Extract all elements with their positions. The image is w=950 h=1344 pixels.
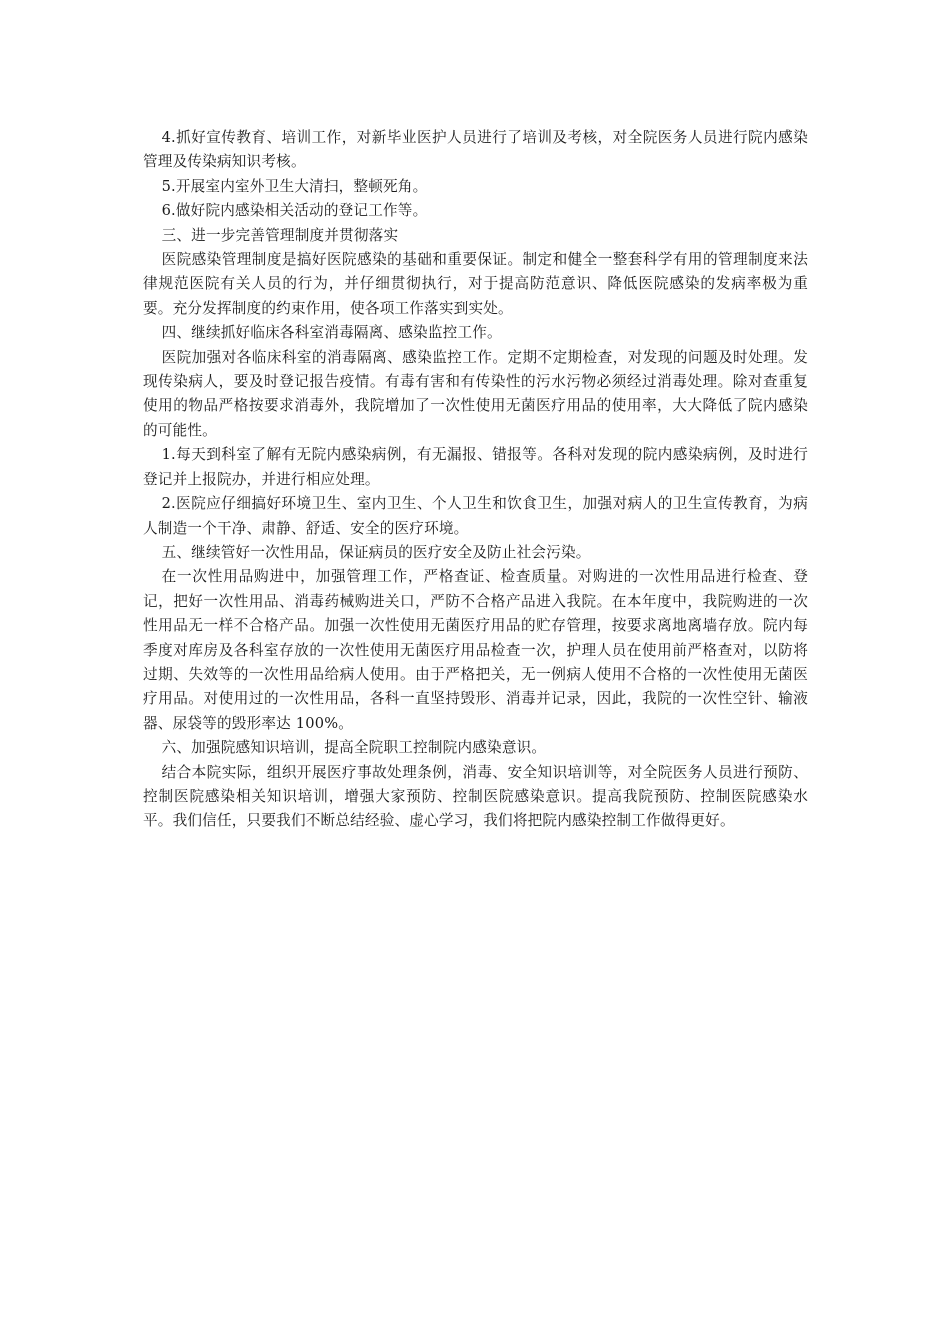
section-heading-4: 四、继续抓好临床各科室消毒隔离、感染监控工作。: [161, 324, 502, 342]
section-heading-5: 五、继续管好一次性用品，保证病员的医疗安全及防止社会污染。: [161, 543, 591, 561]
paragraph-item-5: 5.开展室内室外卫生大清扫，整顿死角。: [161, 177, 428, 195]
paragraph-section-4-item-1: 1.每天到科室了解有无院内感染病例，有无漏报、错报等。各科对发现的院内感染病例，及时进行登记并上报院办，并进行相应处理。: [143, 446, 808, 488]
document-body: [143, 126, 808, 834]
paragraph-section-4-item-2: 2.医院应仔细搞好环境卫生、室内卫生、个人卫生和饮食卫生，加强对病人的卫生宣传教育，为病人制造一个干净、肃静、舒适、安全的医疗环境。: [143, 495, 808, 537]
section-heading-6: 六、加强院感知识培训，提高全院职工控制院内感染意识。: [161, 739, 547, 757]
paragraph-section-5-body: 在一次性用品购进中，加强管理工作，严格查证、检查质量。对购进的一次性用品进行检查、登记，把好一次性用品、消毒药械购进关口，严防不合格产品进入我院。在本年度中，我院购进的一次性用品无一样不合格产品。加强一次性使用无菌医疗用品的贮存管理，按要求离地离墙存放。院内每季度对库房及各科室存放的一次性使用无菌医疗用品检查一次，护理人员在使用前严格查对，以防将过期、失效等的一次性用品给病人使用。由于严格把关，无一例病人使用不合格的一次性使用无菌医疗用品。对使用过的一次性用品，各科一直坚持毁形、消毒并记录，因此，我院的一次性空针、输液器、尿袋等的毁形率达 100%。: [143, 568, 808, 732]
section-heading-3: 三、进一步完善管理制度并贯彻落实: [161, 226, 399, 244]
paragraph-section-4-body: 医院加强对各临床科室的消毒隔离、感染监控工作。定期不定期检查，对发现的问题及时处理。发现传染病人，要及时登记报告疫情。有毒有害和有传染性的污水污物必须经过消毒处理。除对查重复使用的物品严格按要求消毒外，我院增加了一次性使用无菌医疗用品的使用率，大大降低了院内感染的可能性。: [143, 348, 808, 439]
paragraph-item-6: 6.做好院内感染相关活动的登记工作等。: [161, 202, 428, 220]
paragraph-section-6-body: 结合本院实际，组织开展医疗事故处理条例，消毒、安全知识培训等，对全院医务人员进行预防、控制医院感染相关知识培训，增强大家预防、控制医院感染意识。提高我院预防、控制医院感染水平。我们信任，只要我们不断总结经验、虚心学习，我们将把院内感染控制工作做得更好。: [143, 763, 808, 830]
paragraph-item-4: 4.抓好宣传教育、培训工作，对新毕业医护人员进行了培训及考核，对全院医务人员进行院内感染管理及传染病知识考核。: [143, 129, 808, 171]
paragraph-section-3-body: 医院感染管理制度是搞好医院感染的基础和重要保证。制定和健全一整套科学有用的管理制度来法律规范医院有关人员的行为，并仔细贯彻执行，对于提高防范意识、降低医院感染的发病率极为重要。充分发挥制度的约束作用，使各项工作落实到实处。: [143, 251, 808, 317]
